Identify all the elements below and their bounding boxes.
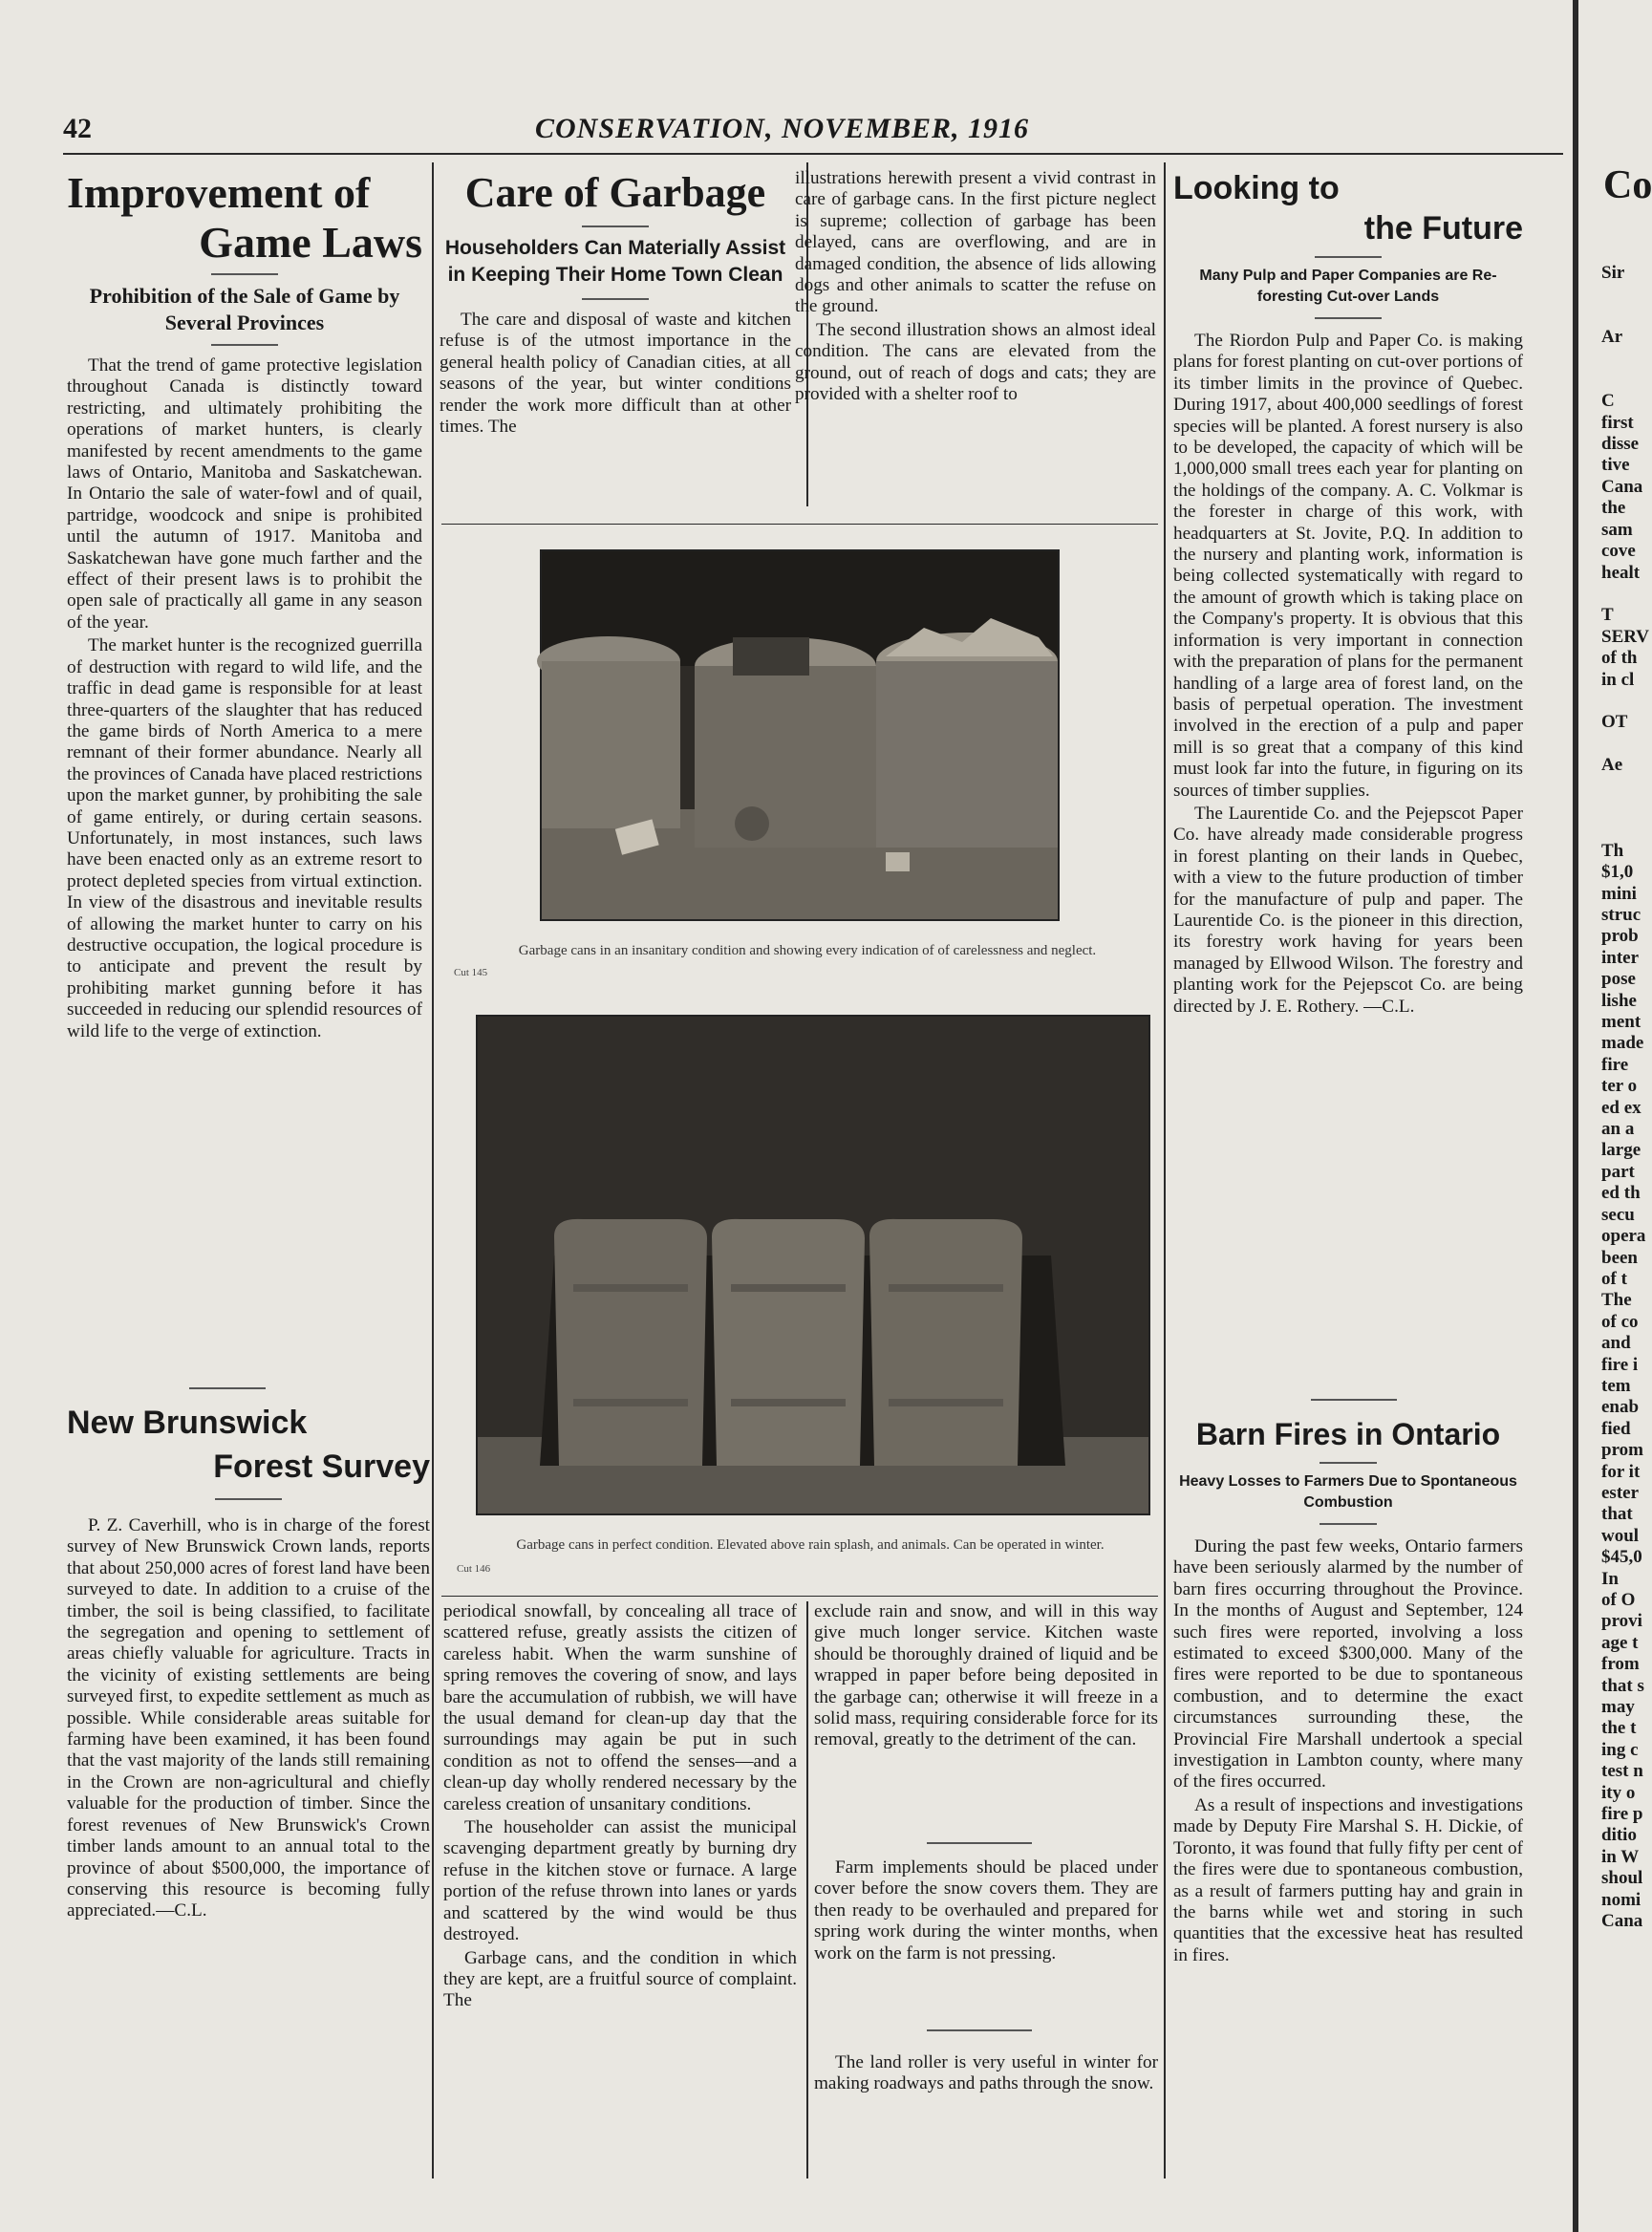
next-page-line: cove <box>1601 541 1636 562</box>
next-page-line: been <box>1601 1247 1638 1268</box>
photo-bottom-rule <box>441 1596 1158 1597</box>
next-page-line: ter o <box>1601 1076 1638 1097</box>
garbage-col1-bottom-paragraph: periodical snowfall, by concealing all trace of scattered refuse, greatly assists the citizen of careless habit. When the warm sunshine of spring removes the covering of snow, and lays bare the accumulation of rubbish, we will have the usual demand for clean-up day that the surroundings may again be put in such condition as not to offend the senses—and a clean-up day wholly rendered necessary by the careless creation of unsanitary conditions. <box>443 1601 797 1814</box>
next-page-line: healt <box>1601 562 1641 583</box>
article-future <box>1173 168 1523 1018</box>
ornament-rule <box>215 1498 282 1500</box>
next-page-line: may <box>1601 1697 1635 1718</box>
barn-fires-title: Barn Fires in Ontario <box>1195 1417 1501 1451</box>
next-page-line: mini <box>1601 883 1637 904</box>
next-page-line: sam <box>1601 519 1633 540</box>
next-page-line <box>1601 691 1649 712</box>
next-page-line <box>1601 348 1649 369</box>
next-page-line <box>1601 220 1649 241</box>
land-roller-note <box>814 2052 1158 2095</box>
next-page-line: fire i <box>1601 1354 1639 1375</box>
next-page-line: nomi <box>1601 1889 1641 1910</box>
next-page-line: ing c <box>1601 1739 1639 1760</box>
next-page-line: that s <box>1601 1675 1644 1696</box>
next-page-line: of co <box>1601 1311 1639 1332</box>
garbage-col1-bottom-paragraph: The householder can assist the municipal scavenging department greatly by burning dry refuse in the kitchen stove or furnace. A large portion of the refuse thrown into lanes or yards and scattered by the wind would be thus destroyed. <box>443 1817 797 1945</box>
next-page-line: woul <box>1601 1525 1640 1546</box>
next-page-line: Ar <box>1601 327 1623 348</box>
next-page-line <box>1601 241 1649 262</box>
next-page-line: $1,0 <box>1601 862 1634 883</box>
ornament-rule <box>211 273 278 275</box>
next-page-line: made <box>1601 1033 1644 1054</box>
section-divider <box>927 2029 1032 2031</box>
ornament-rule <box>582 225 649 227</box>
ornament-rule <box>582 298 649 300</box>
garbage-col2-bottom-paragraph: exclude rain and snow, and will in this way give much longer service. Kitchen waste should be thoroughly drained of liquid and be wrapped in paper before being deposited in the garbage can; otherwise it will freeze in a solid mass, requiring considerable force for its removal, greatly to the detriment of the can. <box>814 1601 1158 1750</box>
running-title: CONSERVATION, NOVEMBER, 1916 <box>535 113 1030 144</box>
next-page-line <box>1601 819 1649 840</box>
section-divider <box>927 1842 1032 1844</box>
section-divider <box>1311 1399 1397 1401</box>
photo1-cut: Cut 145 <box>454 967 488 978</box>
game-laws-paragraph: The market hunter is the recognized guerrilla of destruction with regard to wild life, and the traffic in dead game is responsible for at least three-quarters of the slaughter that has reduced the game birds of North America to a mere remnant of their former abundance. Nearly all the provinces of Canada have placed restrictions upon the market gunner, by prohibiting the sale of game entirely, or during certain seasons. Unfortunately, in most instances, such laws have been enacted only as an extreme resort to protect depleted species from virtual extinction. In view of the disastrous and inevitable results of allowing the market hunter to carry on his destructive occupation, the logical procedure is to anticipate and prevent the result by prohibiting market gunning before it has succeeded in reducing our splendid resources of wild life to the verge of extinction. <box>67 635 422 1041</box>
ornament-rule <box>1315 256 1382 258</box>
land-roller-text: The land roller is very useful in winter for making roadways and paths through the snow. <box>814 2052 1158 2094</box>
next-page-line: an a <box>1601 1119 1635 1140</box>
garbage-col2-top <box>795 168 1156 405</box>
photo-top-rule <box>441 524 1158 525</box>
column-rule-2 <box>1164 162 1166 2178</box>
next-page-line <box>1601 734 1649 755</box>
future-subtitle: Many Pulp and Paper Companies are Re-foresting Cut-over Lands <box>1199 268 1497 305</box>
next-page-line: ed th <box>1601 1183 1641 1204</box>
nb-paragraph: P. Z. Caverhill, who is in charge of the forest survey of New Brunswick Crown lands, reports that about 250,000 acres of forest land have been surveyed to date. In addition to a cruise of the timber, the soil is being classified, to facilitate the segregation and opening to settlement of areas chiefly valuable for agriculture. Tracts in the vicinity of existing settlements are being surveyed first, to expedite settlement as much as possible. While considerable areas suitable for farming have been examined, it has been found that the vast majority of the lands still remaining in the Crown are non-agricultural and chiefly valuable for the production of timber. Since the forest revenues of New Brunswick's Crown timber lands amount to an annual total to the province of about $500,000, the importance of conserving this resource is becoming fully appreciated.—C.L. <box>67 1515 430 1921</box>
next-page-line: Cana <box>1601 1911 1643 1932</box>
next-page-line: of t <box>1601 1268 1627 1289</box>
future-title-2: the Future <box>1363 210 1523 247</box>
article-barn-fires <box>1173 1412 1523 1966</box>
next-page-line: enab <box>1601 1397 1640 1418</box>
next-page-line: age t <box>1601 1632 1639 1653</box>
future-paragraph: The Riordon Pulp and Paper Co. is making plans for forest planting on cut-over portions of its timber limits in the province of Quebec. During 1917, about 400,000 seedlings of forest species will be planted. A forest nursery is also to be developed, the capacity of which will be 1,000,000 small trees each year for planting on the holdings of the company. A. C. Volkmar is the forester in charge of this work, with headquarters at St. Jovite, P.Q. In addition to the nursery and planting work, information is being collected systematically with regard to the amount of growth which is taking place on the Company's property. It is obvious that this information is very important in connection with the preparation of plans for the permanent handling of a large area of forest land, on the basis of perpetual operation. The investment involved in the erection of a pulp and paper mill is so great that a company of this kind must look far into the future, in figuring on its sources of timber supplies. <box>1173 331 1523 801</box>
future-title-1: Looking to <box>1173 170 1340 206</box>
next-page-line: pose <box>1601 969 1636 990</box>
next-page-line: for it <box>1601 1461 1641 1482</box>
garbage-col1-bottom-paragraph: Garbage cans, and the condition in which they are kept, are a fruitful source of complaint. The <box>443 1947 797 2011</box>
ornament-rule <box>1315 317 1382 319</box>
next-page-line: the <box>1601 498 1626 519</box>
ornament-rule <box>211 344 278 346</box>
next-page-line: large <box>1601 1140 1641 1161</box>
next-page-line: struc <box>1601 905 1641 925</box>
next-page-line: shoul <box>1601 1868 1643 1889</box>
barn-fires-paragraph: As a result of inspections and investigations made by Deputy Fire Marshal S. H. Dickie, of Toronto, it was found that fully fifty per cent of the fires were due to spontaneous combustion, as a result of farmers putting hay and grain in the barns while wet and storing in such quantities that the excessive heat has resulted in fires. <box>1173 1794 1523 1965</box>
next-page-line <box>1601 284 1649 305</box>
nb-title-2: Forest Survey <box>213 1449 430 1485</box>
next-page-line: ity o <box>1601 1782 1636 1803</box>
next-page-line: first <box>1601 412 1634 433</box>
next-page-line: of O <box>1601 1590 1636 1610</box>
ornament-rule <box>1319 1462 1377 1464</box>
next-page-line: ditio <box>1601 1825 1637 1846</box>
next-page-line: and <box>1601 1333 1631 1354</box>
header-rule <box>63 153 1563 155</box>
next-page-line: from <box>1601 1654 1640 1675</box>
next-page-lines <box>1601 220 1649 1933</box>
next-page-line: of th <box>1601 648 1638 669</box>
next-page-line: Th <box>1601 840 1624 861</box>
next-page-line: tem <box>1601 1375 1631 1396</box>
garbage-title: Care of Garbage <box>464 169 766 216</box>
ornament-rule <box>1319 1523 1377 1525</box>
next-page-line: in cl <box>1601 669 1635 690</box>
next-page-line <box>1601 370 1649 391</box>
next-page-line <box>1601 584 1649 605</box>
next-page-line: ment <box>1601 1012 1641 1033</box>
photo1-caption: Garbage cans in an insanitary condition and showing every indication of of carelessness and neglect. <box>518 943 1097 958</box>
next-page-strip <box>1567 0 1652 2232</box>
garbage-col2-paragraph: The second illustration shows an almost ideal condition. The cans are elevated from the ground, out of reach of dogs and cats; they are provided with a shelter roof to <box>795 319 1156 405</box>
photo2-caption: Garbage cans in perfect condition. Elevated above rain splash, and animals. Can be operated in winter. <box>516 1537 1105 1553</box>
farm-implements-text: Farm implements should be placed under cover before the snow covers them. They are then ready to be overhauled and prepared for spring work during the winter months, when work on the farm is not pressing. <box>814 1857 1158 1964</box>
garbage-col2-bottom <box>814 1601 1158 1751</box>
game-laws-subtitle: Prohibition of the Sale of Game by Several Provinces <box>89 284 400 334</box>
next-page-line: disse <box>1601 434 1640 455</box>
column-rule-1 <box>432 162 434 2178</box>
next-page-line <box>1601 306 1649 327</box>
next-page-line <box>1601 798 1649 819</box>
game-laws-title-1: Improvement of <box>67 168 371 217</box>
next-page-line: T <box>1601 605 1614 626</box>
next-page-line: test n <box>1601 1761 1643 1782</box>
next-page-line: In <box>1601 1568 1619 1589</box>
barn-fires-subtitle: Heavy Losses to Farmers Due to Spontaneous Combustion <box>1179 1473 1517 1511</box>
article-nb-forest <box>67 1401 430 1922</box>
game-laws-paragraph: That the trend of game protective legislation throughout Canada is distinctly toward restricting, and ultimately prohibiting the operations of market hunters, is clearly manifested by recent amendments to the game laws of Ontario, Manitoba and Saskatchewan. In Ontario the sale of water-fowl and of quail, partridge, woodcock and snipe is prohibited until the autumn of 1917. Manitoba and Saskatchewan have gone much farther and the effect of their present laws is to prohibit the open sale of practically all game in any season of the year. <box>67 355 422 633</box>
section-divider <box>189 1387 266 1389</box>
garbage-col2-paragraph: illustrations herewith present a vivid contrast in care of garbage cans. In the first picture neglect is supreme; collection of garbage has been delayed, cans are overflowing, and are in damaged condition, the absence of lids allowing dogs and other animals to scatter the refuse on the ground. <box>795 168 1156 317</box>
next-page-line: The <box>1601 1290 1632 1311</box>
next-page-line: Sir <box>1601 262 1625 283</box>
next-page-line: opera <box>1601 1226 1646 1247</box>
next-page-line: OT <box>1601 712 1628 733</box>
next-page-line: $45,0 <box>1601 1547 1642 1568</box>
farm-implements-note <box>814 1857 1158 1964</box>
next-page-line <box>1601 777 1649 798</box>
next-page-line: ed ex <box>1601 1097 1641 1118</box>
article-garbage <box>440 168 791 438</box>
next-page-line: fire p <box>1601 1804 1643 1825</box>
next-page-line: that <box>1601 1504 1633 1525</box>
photo-neglected-cans-image <box>542 551 1058 919</box>
garbage-subtitle: Householders Can Materially Assist in Keeping Their Home Town Clean <box>444 237 786 286</box>
next-page-line: fied <box>1601 1418 1631 1439</box>
barn-fires-paragraph: During the past few weeks, Ontario farmers have been seriously alarmed by the number of barn fires occurring throughout the Province. In the months of August and September, 124 such fires were reported, involving a loss estimated to exceed $300,000. Many of the fires were reported to be due to spontaneous combustion, and to determine the exact circumstances surrounding these, the Provincial Fire Marshall undertook a special investigation in Lambton county, where many of the fires occurred. <box>1173 1536 1523 1792</box>
photo-ideal-cans-image <box>478 1017 1148 1513</box>
next-page-line: secu <box>1601 1204 1635 1225</box>
next-page-line: Cana <box>1601 476 1643 497</box>
next-page-line: SERV <box>1601 626 1650 647</box>
next-page-line: ester <box>1601 1482 1640 1503</box>
article-game-laws <box>67 168 422 1042</box>
nb-title-1: New Brunswick <box>67 1405 308 1441</box>
next-page-line: C <box>1601 391 1615 412</box>
garbage-col1-top: The care and disposal of waste and kitchen refuse is of the utmost importance in the general health policy of Canadian cities, at all seasons of the year, but winter conditions render the work more difficult than at other times. The <box>440 310 791 438</box>
next-page-line: Ae <box>1601 755 1623 776</box>
garbage-col1-bottom <box>443 1601 797 2012</box>
next-page-line: fire <box>1601 1054 1629 1075</box>
next-page-line: lishe <box>1601 990 1637 1011</box>
next-page-line: part <box>1601 1161 1635 1182</box>
next-page-line: in W <box>1601 1846 1640 1867</box>
next-page-line: tive <box>1601 455 1630 476</box>
photo-neglected-cans <box>540 549 1060 921</box>
photo-ideal-cans <box>476 1015 1150 1515</box>
photo2-cut: Cut 146 <box>457 1563 491 1575</box>
next-page-line: the t <box>1601 1718 1637 1739</box>
next-page-line: provi <box>1601 1611 1642 1632</box>
next-page-line: prob <box>1601 926 1639 947</box>
next-page-title: Co <box>1603 163 1652 207</box>
page-number: 42 <box>63 113 92 144</box>
column-rule-3 <box>806 1601 808 2178</box>
next-page-line: prom <box>1601 1440 1643 1461</box>
game-laws-title-2: Game Laws <box>199 218 422 267</box>
next-page-line: inter <box>1601 947 1640 968</box>
future-paragraph: The Laurentide Co. and the Pejepscot Paper Co. have already made considerable progress in forest planting on their lands in Quebec, with a view to the future production of timber for the manufacture of pulp and paper. The Laurentide Co. is the pioneer in this direction, its forestry work having for years been managed by Ellwood Wilson. The forestry and planting work for the Pejepscot Co. are being directed by J. E. Rothery. —C.L. <box>1173 803 1523 1017</box>
